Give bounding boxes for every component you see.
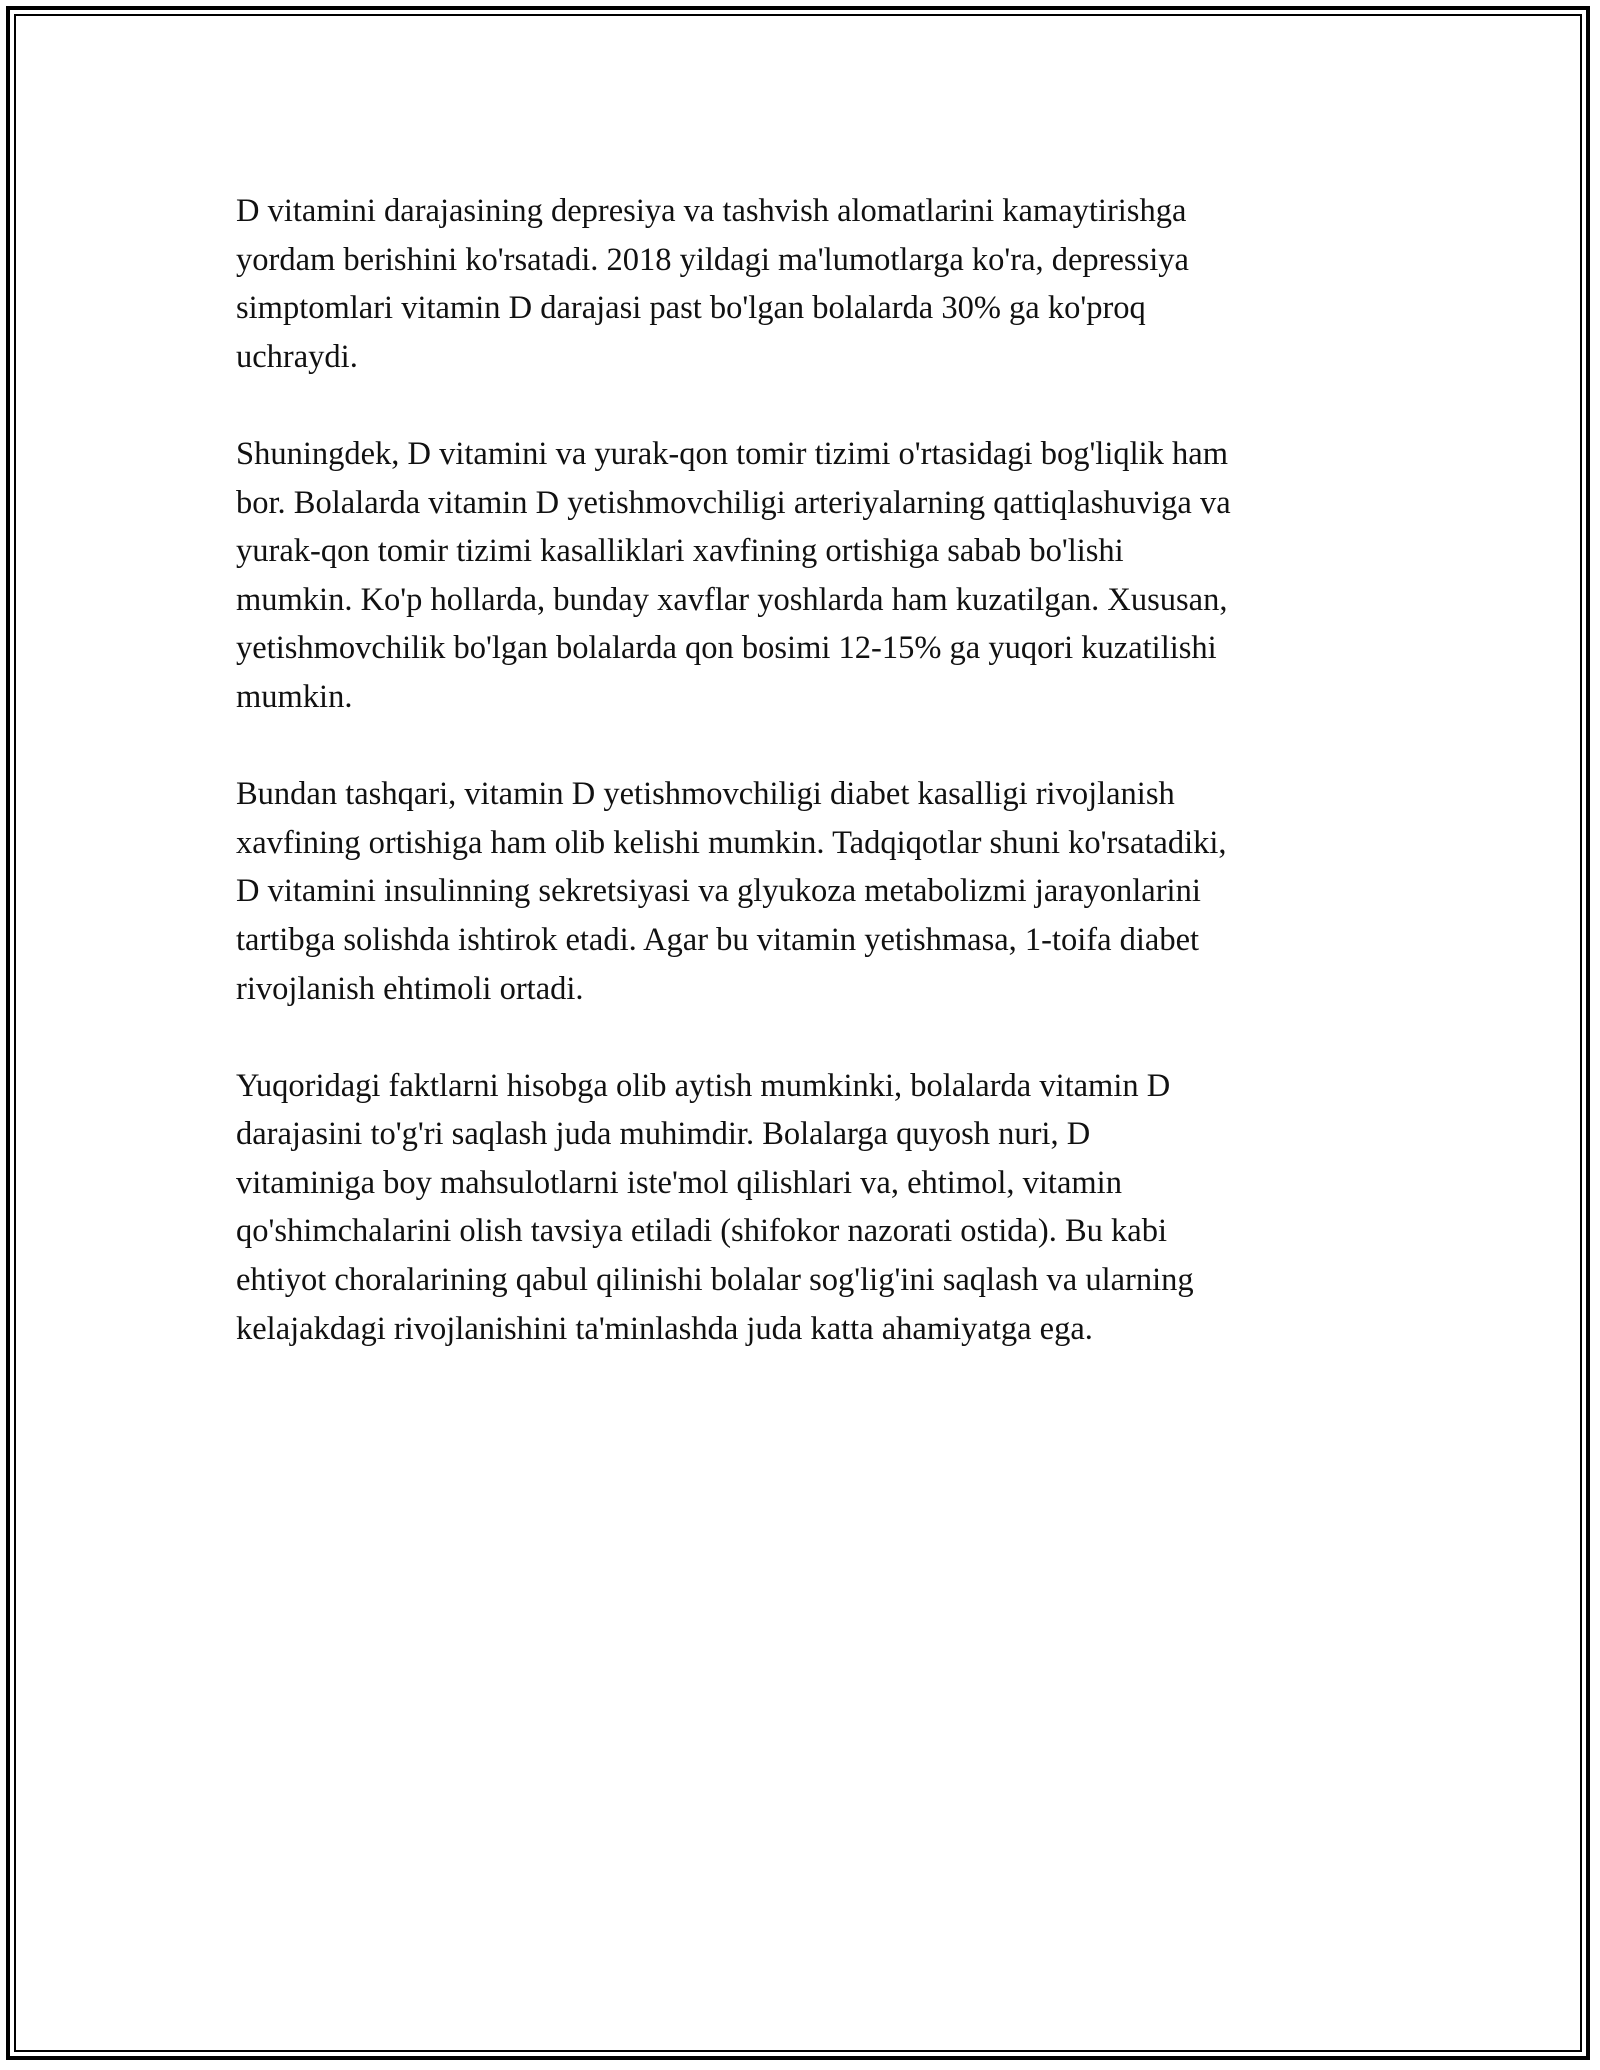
paragraph-diabetes: Bundan tashqari, vitamin D yetishmovchiligi diabet kasalligi rivojlanish xavfining ortishiga ham olib kelishi mumkin. Tadqiqotlar shuni ko'rsatadiki, D vitamini insulinning sekretsiyasi va glyukoza metabolizmi jarayonlarini tartibga solishda ishtirok etadi. Agar bu vitamin yetishmasa, 1-toifa diabet rivojlanish ehtimoli ortadi. [236,776,1227,1007]
paragraph-conclusion: Yuqoridagi faktlarni hisobga olib aytish mumkinki, bolalarda vitamin D darajasini to'g'ri saqlash juda muhimdir. Bolalarga quyosh nuri, D vitaminiga boy mahsulotlarni iste'mol qilishlari va, ehtimol, vitamin qo'shimchalarini olish tavsiya etiladi (shifokor nazorati ostida). Bu kabi ehtiyot choralarining qabul qilinishi bolalar sog'lig'ini saqlash va ularning kelajakdagi rivojlanishini ta'minlashda juda katta ahamiyatga ega. [236,1067,1194,1347]
paragraph-depression: D vitamini darajasining depresiya va tashvish alomatlarini kamaytirishga yordam berishini ko'rsatadi. 2018 yildagi ma'lumotlarga ko'ra, depressiya simptomlari vitamin D darajasi past bo'lgan bolalarda 30% ga ko'proq uchraydi. [236,193,1189,375]
document-body [236,187,1366,1402]
paragraph-cardiovascular: Shuningdek, D vitamini va yurak-qon tomir tizimi o'rtasidagi bog'liqlik ham bor. Bolalarda vitamin D yetishmovchiligi arteriyalarning qattiqlashuviga va yurak-qon tomir tizimi kasalliklari xavfining ortishiga sabab bo'lishi mumkin. Ko'p hollarda, bunday xavflar yoshlarda ham kuzatilgan. Xususan, yetishmovchilik bo'lgan bolalarda qon bosimi 12-15% ga yuqori kuzatilishi mumkin. [236,435,1231,715]
